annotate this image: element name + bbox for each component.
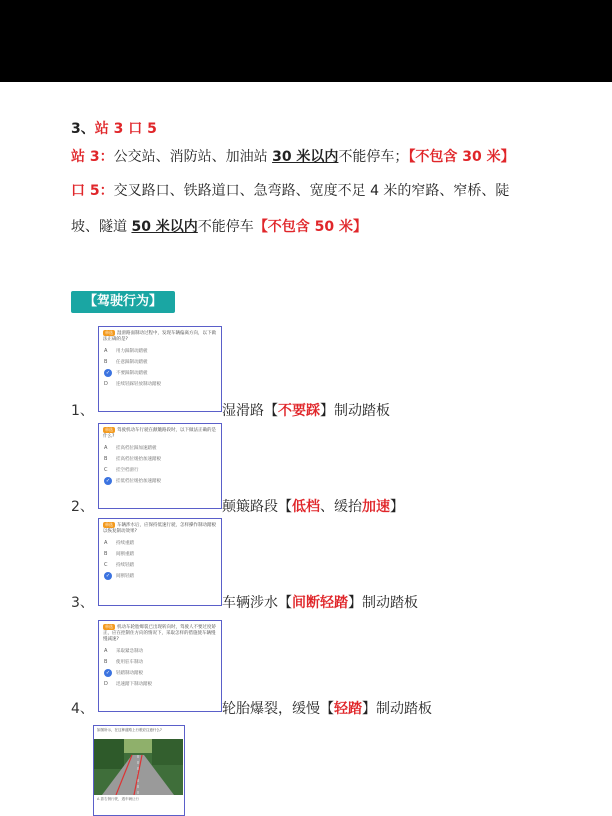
option-b: B 间断重踏: [104, 550, 134, 557]
option-c: C 挂空档滑行: [104, 466, 139, 473]
driving-behavior-tag: 【驾驶行为】: [71, 291, 175, 313]
check-icon: ✓: [105, 572, 111, 579]
option-c: C 持续轻踏: [104, 561, 134, 568]
option-c-selected: ✓ 不要踩制动踏板: [105, 369, 148, 376]
option-a: A 用力踩制动踏板: [104, 347, 148, 354]
question-card-2: 单选 驾驶机动车行驶在颠簸路段时，以下做法正确的是什么? A 挂高档位踩加速踏板 B 挂高档位缓抬加速踏板 C 挂空档滑行 ✓ 挂低档位缓抬加速踏板: [98, 423, 222, 509]
option-b: B 挂高档位缓抬加速踏板: [104, 455, 161, 462]
option-d-selected: ✓ 挂低档位缓抬加速踏板: [105, 477, 161, 484]
station-rule: 站 3：公交站、消防站、加油站 30 米以内不能停车；【不包含 30 米】: [71, 149, 515, 165]
item-text-4: 轮胎爆裂，缓慢【轻踏】制动踏板: [222, 701, 432, 717]
item-number: 4、: [71, 701, 94, 717]
question-card-3: 单选 车辆涉水后，应保持低速行驶，怎样操作制动踏板以恢复制动效果? A 持续重踏 B 间断重踏 C 持续轻踏 ✓ 间断轻踏: [98, 518, 222, 606]
option-d: D 连续轻踩轻放制动踏板: [104, 380, 161, 387]
item-number: 3、: [71, 595, 94, 611]
item-text-2: 颠簸路段【低档、缓抬加速】: [222, 499, 404, 515]
item-text-1: 湿滑路【不要踩】制动踏板: [222, 403, 390, 419]
item-text-3: 车辆涉水【间断轻踏】制动踏板: [222, 595, 418, 611]
road-photo-card: 如图所示，在这种道路上行驶应注意什么? A 靠右侧行驶，遇车辆让行: [93, 725, 185, 816]
document-page: [0, 82, 612, 816]
check-icon: ✓: [105, 369, 111, 376]
check-icon: ✓: [105, 669, 111, 676]
option-d-selected: ✓ 间断轻踏: [105, 572, 134, 579]
question-card-4: 单选 机动车轮胎爆裂已出现转向时，驾驶人不要过度矫正，应在控制住方向的情况下，采取怎样的措施使车辆慢慢减速? A 采取紧急制动 B 使用驻车制动 ✓ 轻踏制动踏板 D 迅速踏下制动踏板: [98, 620, 222, 712]
question-card-1: 单选 湿滑路面制动过程中，发现车辆偏离方向，以下做法正确的是? A 用力踩制动踏板 B 任意踩制动踏板 ✓ 不要踩制动踏板 D 连续轻踩轻放制动踏板: [98, 326, 222, 412]
crossing-rule-line2: 坡、隧道 50 米以内不能停车【不包含 50 米】: [71, 219, 368, 235]
option-d: D 迅速踏下制动踏板: [104, 680, 152, 687]
option-b: B 任意踩制动踏板: [104, 358, 148, 365]
option-b: B 使用驻车制动: [104, 658, 143, 665]
option-a: A 持续重踏: [104, 539, 134, 546]
check-icon: ✓: [105, 477, 111, 484]
option-c-selected: ✓ 轻踏制动踏板: [105, 669, 143, 676]
section-heading: 3、站 3 口 5: [71, 121, 157, 137]
road-photo-image: [94, 739, 183, 795]
crossing-rule-line1: 口 5：交叉路口、铁路道口、急弯路、宽度不足 4 米的窄路、窄桥、陡: [71, 183, 510, 199]
option-a: A 采取紧急制动: [104, 647, 143, 654]
item-number: 1、: [71, 403, 94, 419]
option-a: A 挂高档位踩加速踏板: [104, 444, 157, 451]
item-number: 2、: [71, 499, 94, 515]
